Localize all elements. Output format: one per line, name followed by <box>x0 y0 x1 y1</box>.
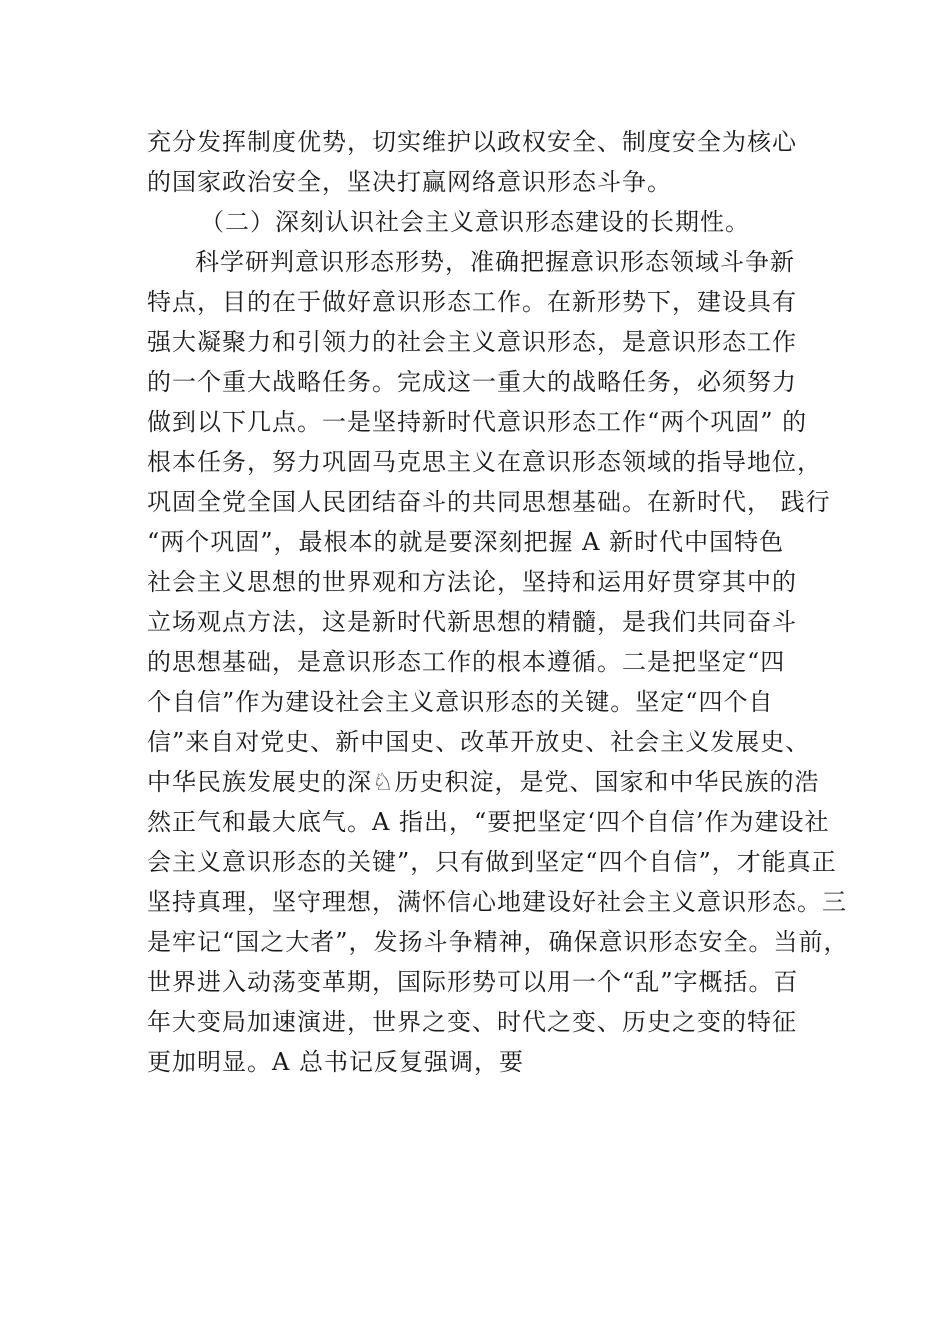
text-line: 的一个重大战略任务。完成这一重大的战略任务，必须努力 <box>147 368 797 396</box>
section-heading: （二）深刻认识社会主义意识形态建设的长期性。 <box>200 208 750 236</box>
text-line: 然正气和最大底气。A 指出，“要把坚定‘四个自信’作为建设社 <box>147 808 830 836</box>
text-line: 巩固全党全国人民团结奋斗的共同思想基础。在新时代， 践行 <box>147 488 831 516</box>
text-line: 更加明显。A 总书记反复强调，要 <box>147 1048 524 1076</box>
text-line: 立场观点方法，这是新时代新思想的精髓，是我们共同奋斗 <box>147 608 797 636</box>
text-line: 社会主义思想的世界观和方法论，坚持和运用好贯穿其中的 <box>147 568 797 596</box>
text-line: 是牢记“国之大者”，发扬斗争精神，确保意识形态安全。当前， <box>147 928 849 956</box>
text-line: 强大凝聚力和引领力的社会主义意识形态，是意识形态工作 <box>147 328 797 356</box>
paragraph-first-line: 科学研判意识形态形势，准确把握意识形态领域斗争新 <box>195 248 795 276</box>
text-line: 的思想基础，是意识形态工作的根本遵循。二是把坚定“四 <box>147 648 786 676</box>
text-line: 个自信”作为建设社会主义意识形态的关键。坚定“四个自 <box>147 688 774 716</box>
text-line: 的国家政治安全，坚决打赢网络意识形态斗争。 <box>147 168 672 196</box>
text-line: “两个巩固”，最根本的就是要深刻把握 A 新时代中国特色 <box>147 528 785 556</box>
text-line: 做到以下几点。一是坚持新时代意识形态工作“两个巩固” 的 <box>147 408 808 436</box>
text-line: 充分发挥制度优势，切实维护以政权安全、制度安全为核心 <box>147 128 797 156</box>
text-line: 信”来自对党史、新中国史、改革开放史、社会主义发展史、 <box>147 728 811 756</box>
text-line: 年大变局加速演进，世界之变、时代之变、历史之变的特征 <box>147 1008 797 1036</box>
text-line: 世界进入动荡变革期，国际形势可以用一个“乱”字概括。百 <box>147 968 799 996</box>
text-line: 中华民族发展史的深♘历史积淀，是党、国家和中华民族的浩 <box>147 768 820 796</box>
text-line: 坚持真理，坚守理想，满怀信心地建设好社会主义意识形态。三 <box>147 888 847 916</box>
text-line: 特点，目的在于做好意识形态工作。在新形势下，建设具有 <box>147 288 797 316</box>
text-line: 会主义意识形态的关键”，只有做到坚定“四个自信”，才能真正 <box>147 848 837 876</box>
text-line: 根本任务，努力巩固马克思主义在意识形态领域的指导地位， <box>147 448 822 476</box>
